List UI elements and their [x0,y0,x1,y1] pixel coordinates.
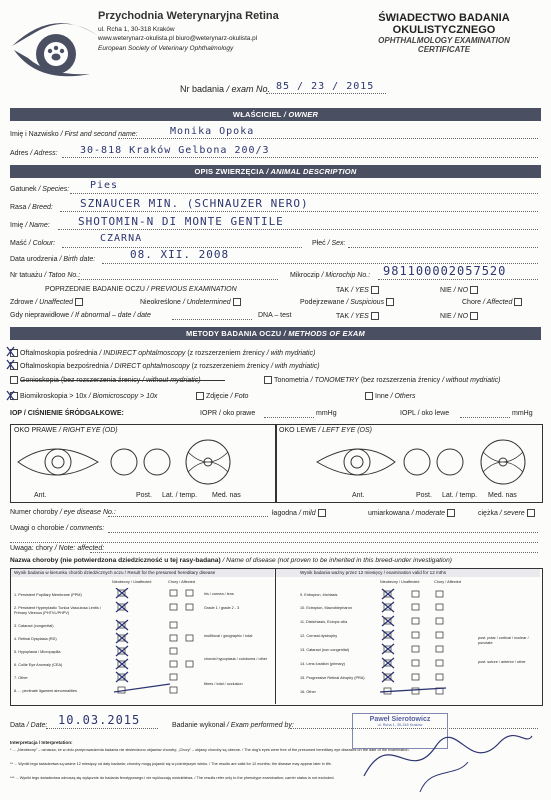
left-row-2: 2. Persistent Hyperplastic Tunica Vasculosa Lentis / Primary Vitreous (PHTVL/PHPV) [14,606,101,615]
method-tono: Tonometria / TONOMETRY (bez rozszerzenia źrenicy / without mydriatic) [264,376,500,385]
left-row-1: 1. Persistent Pupillary Membrane (PPM) [14,593,82,597]
tono-checkbox[interactable] [264,376,272,384]
owner-name-value: Monika Opoka [170,126,255,137]
title-pl-1: ŚWIADECTWO BADANIA [378,12,510,24]
dna-no: NIE / NO [440,312,478,321]
healthy-option: Zdrowe / Unaffected [10,298,83,307]
left-note-2: Grade 1 / grade 2 - 3 [204,606,240,610]
left-checkbox-grid[interactable] [110,588,280,700]
left-ant: Ant. [352,492,365,499]
undetermined-checkbox[interactable] [233,298,241,306]
clinic-address: ul. Rcha 1, 30-318 Kraków [98,26,175,33]
left-row-3: 3. Cataract (congenital) [14,624,54,628]
right-note-1: post. polar / cortical / nuclear / punctate [478,636,529,645]
method-other: Inne / Others [365,392,415,401]
iop-label: IOP / CIŚNIENIE ŚRÓDGAŁKOWE: [10,410,124,417]
note-1: * ... „Nieobecny” – oznacza, że w dniu przeprowadzenia badania nie stwierdzono objawów choroby; „Chory” – objawy choroby są obecne. / The dog's eyes were free of the presumed hereditary eye diseases on the date of the examination. [10,748,410,752]
method-indirect: Oftalmoskopia pośrednia / INDIRECT ophtalmoscopy (z rozszerzeniem źrenicy / with mydriatic) [10,349,315,358]
exam-no-label-en: / exam No. [226,84,271,94]
right-row-4: 12. Corneal dystrophy [300,634,338,638]
left-row-8: 8. ... pectinate ligament abnormalities [14,689,77,693]
right-row-2: 10. Ectropion, Macroblepharon [300,606,352,610]
affected-when: Gdy nieprawidłowe / If abnormal – date / date [10,312,151,319]
moderate-checkbox[interactable] [447,509,455,517]
right-med: Med. nas [212,492,241,499]
colour-label: Maść / Colour: [10,240,56,247]
note-3: *** ... Wyniki tego świadectwa odnoszą się wyłącznie do badania fenotypowego i nie wykluczają nosicielstwa. / The results refer only to the phenotype examination; carrier status is not excluded. [10,776,335,780]
table-right-header: Wynik badania ważny przez 12 miesięcy / examination valid for 12 mths [300,570,447,575]
dna-yes: TAK / YES [336,312,379,321]
prev-exam-yes: TAK / YES [336,286,379,295]
iopr-label: IOPR / oko prawe [200,410,256,417]
moderate-option: umiarkowana / moderate [368,509,455,518]
iopr-unit: mmHg [316,410,337,417]
gonio-strike [20,380,225,381]
right-post: Post. [136,492,152,499]
dob-label: Data urodzenia / Birth date: [10,256,96,263]
animal-name-value: SHOTOMIN-N DI MONTE GENTILE [78,215,284,228]
prev-exam-no-checkbox[interactable] [470,286,478,294]
dob-value: 08. XII. 2008 [130,248,230,261]
title-en-1: OPHTHALMOLOGY EXAMINATION [378,36,510,45]
right-col-affected: Chory / Affected [434,580,461,584]
right-ant: Ant. [34,492,47,499]
suspicious-option: Podejrzewane / Suspicious [300,298,394,307]
owner-address-label: Adres / Adress: [10,150,58,157]
owner-address-value: 30-818 Kraków Gelbona 200/3 [80,145,270,156]
method-check-marks [4,344,24,404]
left-note-5: fibres / total / occlusion [204,682,243,686]
right-checkbox-grid[interactable] [376,588,476,700]
owner-header: WŁAŚCICIEL / OWNER [10,108,541,121]
iopl-unit: mmHg [512,410,533,417]
animal-header: OPIS ZWIERZĘCIA / ANIMAL DESCRIPTION [10,165,541,178]
method-gonio: Gonioskopia (bez rozszerzenia źrenicy / without mydriatic) [10,376,201,385]
left-col-affected: Chory / Affected [168,580,195,584]
comments-label: Uwagi o chorobie / comments: [10,525,105,532]
animal-name-label: Imię / Name: [10,222,50,229]
right-row-6: 14. Lens luxation (primary) [300,662,345,666]
table-left-header: Wynik badania w kierunku chorób dziedzicznych oczu / Result for the presumed hereditary disease [14,570,216,575]
left-row-4: 4. Retinal Dysplasia (RD) [14,637,57,641]
clinic-name: Przychodnia Weterynaryjna Retina [98,10,279,22]
right-eye-label: OKO PRAWE / RIGHT EYE (OD) [14,427,118,434]
left-row-7: 7. Other [14,676,28,680]
right-lat: Lat. / temp. [162,492,198,499]
breed-label: Rasa / Breed: [10,204,53,211]
exam-no-label: Nr badania [180,84,225,94]
prev-exam-yes-checkbox[interactable] [371,286,379,294]
right-row-3: 11. Distichiasis, Ectopic cilia [300,620,348,624]
species-label: Gatunek / Species: [10,186,70,193]
chip-value: 981100002057520 [383,264,507,278]
suspicious-checkbox[interactable] [386,298,394,306]
prev-exam-label: POPRZEDNIE BADANIE OCZU / PREVIOUS EXAMINATION [45,286,237,293]
left-eye-label: OKO LEWE / LEFT EYE (OS) [279,427,372,434]
method-bio: Biomikroskopia > 10x / Biomicroscopy > 10x [10,392,157,401]
sex-label: Płeć / Sex: [312,240,346,247]
left-row-5: 5. Hypoplasia / Micropapilla [14,650,61,654]
affected-option: Chore / Affected [462,298,522,307]
eye-logo [8,6,100,94]
title-en-2: CERTIFICATE [417,45,471,54]
title-pl-2: OKULISTYCZNEGO [392,24,496,36]
date-value: 10.03.2015 [58,713,141,727]
exam-number-row [180,84,270,94]
date-label: Data / Date: [10,722,48,729]
right-row-7: 15. Progressive Retinal Atrophy (PRA) [300,676,365,680]
clinic-society: European Society of Veterinary Ophthalmology [98,45,234,52]
right-row-8: 16. Other [300,690,316,694]
affected-note-label: Uwaga: chory / Note: affected: [10,545,105,552]
method-photo: Zdjęcie / Foto [196,392,248,401]
right-eye-diagram [12,438,274,490]
left-note-4: choroid hypoplasia / coloboma / other [204,657,268,661]
clinic-web: www.weterynarz-okulista.pl biuro@weterynarz-okulista.pl [98,35,257,42]
left-note-1: iris / cornea / lens [204,592,234,596]
tattoo-label: Nr tatuażu / Tatoo No.: [10,272,81,279]
left-col-unaffected: Nieobecny / Unaffected [112,580,152,584]
dna-yes-checkbox[interactable] [371,312,379,320]
chip-label: Mikroczip / Microchip No.: [290,272,371,279]
exam-no-value: 85 / 23 / 2015 [276,81,375,92]
right-row-5: 13. Cataract (non congenital) [300,648,349,652]
right-row-1: 9. Entropion, trichiasis [300,593,338,597]
performer-label: Badanie wykonał / Exam performed by: [172,722,294,729]
method-direct: Oftalmoskopia bezpośrednia / DIRECT ophtalmoscopy (z rozszerzeniem źrenicy / with mydriatic) [10,362,320,371]
left-row-6: 6. Collie Eye Anomaly (CEA) [14,663,63,667]
severe-option: ciężka / severe [478,509,535,518]
healthy-checkbox[interactable] [75,298,83,306]
mild-option: łagodna / mild [272,509,326,518]
species-value: Pies [90,180,119,191]
mild-checkbox[interactable] [318,509,326,517]
stamp-name: Paweł Sierotowicz [369,716,431,723]
stamp-address: ul. Rcha 1, 30-318 Kraków [377,723,423,727]
note-2: ** ... Wyniki tego świadectwa są ważne 12 miesięcy od daty badania; choroby mogą pojawić się w późniejszym wieku. / The results are valid for 12 months; the disease may appear later in life. [10,762,332,766]
left-eye-diagram [277,438,539,490]
methods-header: METODY BADANIA OCZU / METHODS OF EXAM [10,327,541,340]
disease-name-line: Nazwa choroby (nie potwierdzona dziedziczność u tej rasy-badana) / Name of disease (not proven to be inherited in this breed-under investigation) [10,557,452,564]
severe-checkbox[interactable] [527,509,535,517]
interpretation-title: Interpretacja / Interpretation: [10,740,73,745]
left-lat: Lat. / temp. [442,492,478,499]
left-post: Post. [416,492,432,499]
photo-checkbox[interactable] [196,392,204,400]
dna-no-checkbox[interactable] [470,312,478,320]
right-note-2: post. suture / anterior / other [478,660,526,664]
left-med: Med. nas [488,492,517,499]
disease-number-label: Numer choroby / eye disease No.: [10,509,116,516]
breed-value: SZNAUCER MIN. (SCHNAUZER NERO) [80,197,309,210]
owner-name-label: Imię i Nazwisko / First and second name: [10,131,138,138]
iopl-label: IOPL / oko lewe [400,410,450,417]
dna-test-label: DNA – test [258,312,292,319]
undetermined-option: Nieokreślone / Undetermined [140,298,241,307]
right-col-unaffected: Nieobecny / Unaffected [380,580,420,584]
prev-exam-no: NIE / NO [440,286,478,295]
colour-value: CZARNA [100,233,143,244]
certificate-title [359,12,529,54]
other-method-checkbox[interactable] [365,392,373,400]
affected-checkbox[interactable] [514,298,522,306]
left-note-3: multifocal / geographic / total [204,634,253,638]
